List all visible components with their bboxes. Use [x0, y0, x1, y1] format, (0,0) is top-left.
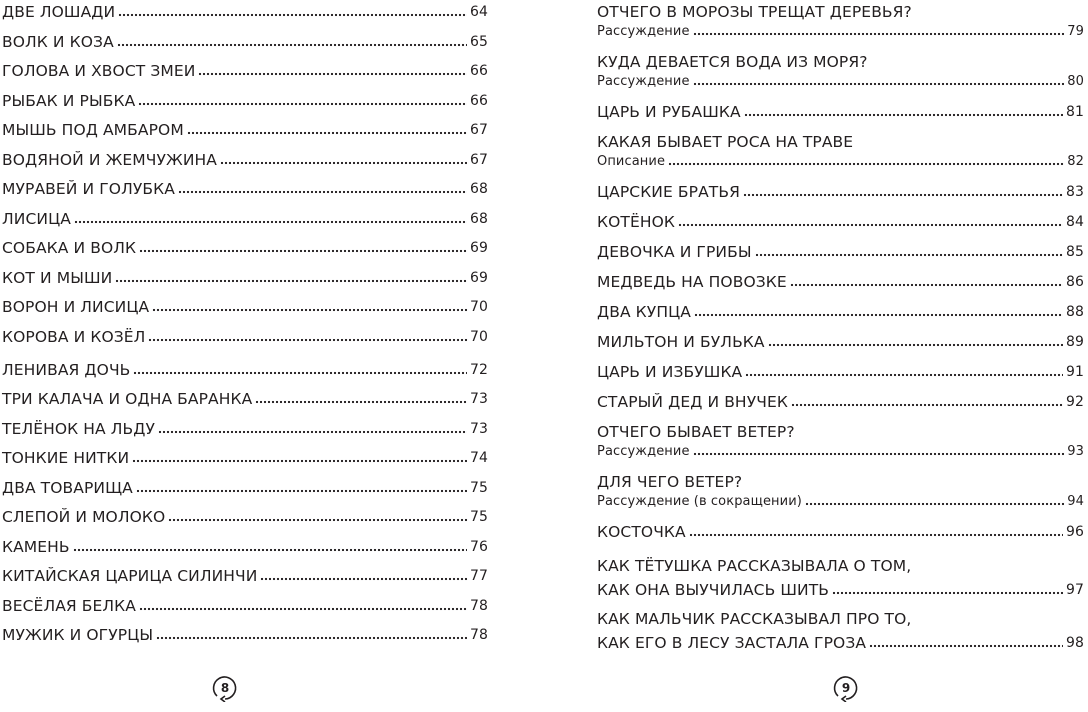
- toc-entry: [597, 53, 1084, 89]
- toc-title: ВОДЯНОЙ И ЖЕМЧУЖИНА: [2, 151, 217, 169]
- toc-entry: [2, 508, 488, 526]
- toc-page-number: 85: [1065, 244, 1084, 260]
- toc-title: ВОРОН И ЛИСИЦА: [2, 298, 150, 316]
- toc-page-number: 76: [469, 539, 488, 555]
- toc-entry: [2, 180, 488, 198]
- toc-line: [597, 557, 1084, 575]
- toc-title: СОБАКА И ВОЛК: [2, 239, 137, 257]
- dot-leader: [152, 308, 467, 312]
- toc-line: [597, 494, 1084, 509]
- toc-line: [597, 53, 1084, 71]
- toc-page-number: 81: [1065, 104, 1084, 120]
- toc-title: ВОЛК И КОЗА: [2, 33, 114, 51]
- dot-leader: [139, 249, 467, 253]
- dot-leader: [744, 113, 1063, 117]
- toc-title: КОТ И МЫШИ: [2, 269, 113, 287]
- toc-title: МУРАВЕЙ И ГОЛУБКА: [2, 180, 175, 198]
- toc-title: КИТАЙСКАЯ ЦАРИЦА СИЛИНЧИ: [2, 567, 258, 585]
- toc-page-number: 89: [1065, 334, 1084, 350]
- toc-entry: [597, 363, 1084, 381]
- toc-line: [597, 3, 1084, 21]
- dot-leader: [156, 636, 467, 640]
- dot-leader: [178, 190, 467, 194]
- dot-leader: [668, 162, 1064, 166]
- toc-page-number: 65: [469, 34, 488, 50]
- dot-leader: [260, 577, 467, 581]
- dot-leader: [678, 223, 1063, 227]
- toc-entry: [2, 239, 488, 257]
- toc-line: [597, 473, 1084, 491]
- toc-line: [2, 361, 488, 379]
- page-number-left-text: 8: [220, 681, 230, 695]
- toc-line: [2, 3, 488, 21]
- toc-subtitle: Описание: [597, 154, 666, 169]
- toc-title: РЫБАК И РЫБКА: [2, 92, 136, 110]
- toc-page-number: 69: [469, 270, 488, 286]
- toc-page-number: 66: [469, 63, 488, 79]
- toc-entry: [597, 103, 1084, 121]
- dot-leader: [805, 502, 1064, 506]
- toc-entry: [2, 626, 488, 644]
- toc-subtitle: Рассуждение: [597, 24, 690, 39]
- toc-title: КАК МАЛЬЧИК РАССКАЗЫВАЛ ПРО ТО,: [597, 610, 912, 628]
- toc-title: КАМЕНЬ: [2, 538, 70, 556]
- toc-line: [597, 154, 1084, 169]
- toc-line: [597, 243, 1084, 261]
- toc-title: КОРОВА И КОЗЁЛ: [2, 328, 146, 346]
- toc-title: КОСТОЧКА: [597, 523, 686, 541]
- dot-leader: [869, 644, 1063, 648]
- dot-leader: [73, 548, 467, 552]
- dot-leader: [136, 489, 467, 493]
- dot-leader: [139, 607, 467, 611]
- toc-line: [597, 610, 1084, 628]
- toc-page-number: 64: [469, 4, 488, 20]
- toc-entry: [2, 328, 488, 346]
- toc-entry: [2, 597, 488, 615]
- dot-leader: [187, 131, 467, 135]
- dot-leader: [220, 161, 467, 165]
- toc-subtitle: Рассуждение (в сокращении): [597, 494, 802, 509]
- toc-title: СЛЕПОЙ И МОЛОКО: [2, 508, 166, 526]
- dot-leader: [133, 371, 467, 375]
- toc-title: КОТЁНОК: [597, 213, 676, 231]
- dot-leader: [118, 13, 467, 17]
- toc-entry: [597, 557, 1084, 599]
- dot-leader: [693, 32, 1065, 36]
- toc-entry: [597, 423, 1084, 459]
- dot-leader: [74, 220, 467, 224]
- toc-page-number: 68: [469, 211, 488, 227]
- page-number-left: [211, 674, 239, 702]
- toc-entry: [2, 3, 488, 21]
- dot-leader: [693, 452, 1065, 456]
- toc-line: [2, 567, 488, 585]
- toc-entry: [597, 523, 1084, 541]
- toc-title: МИЛЬТОН И БУЛЬКА: [597, 333, 765, 351]
- toc-entry: [2, 298, 488, 316]
- toc-title: ОТЧЕГО БЫВАЕТ ВЕТЕР?: [597, 423, 795, 441]
- toc-page-number: 68: [469, 181, 488, 197]
- toc-title: ЛИСИЦА: [2, 210, 71, 228]
- toc-title: СТАРЫЙ ДЕД И ВНУЧЕК: [597, 393, 788, 411]
- dot-leader: [790, 283, 1063, 287]
- toc-entry: [2, 62, 488, 80]
- toc-title: ДЕВОЧКА И ГРИБЫ: [597, 243, 752, 261]
- toc-title: МЕДВЕДЬ НА ПОВОЗКЕ: [597, 273, 787, 291]
- toc-line: [2, 210, 488, 228]
- dot-leader: [168, 518, 467, 522]
- toc-title: ОТЧЕГО В МОРОЗЫ ТРЕЩАТ ДЕРЕВЬЯ?: [597, 3, 912, 21]
- toc-line: [597, 303, 1084, 321]
- toc-page-number: 72: [469, 362, 488, 378]
- toc-entry: [597, 333, 1084, 351]
- toc-title-continued: КАК ЕГО В ЛЕСУ ЗАСТАЛА ГРОЗА: [597, 634, 867, 652]
- toc-line: [597, 103, 1084, 121]
- toc-entry: [2, 151, 488, 169]
- toc-title: МЫШЬ ПОД АМБАРОМ: [2, 121, 184, 139]
- toc-title: МУЖИК И ОГУРЦЫ: [2, 626, 154, 644]
- toc-entry: [597, 610, 1084, 652]
- toc-entry: [2, 390, 488, 408]
- toc-entry: [597, 243, 1084, 261]
- toc-line: [597, 393, 1084, 411]
- toc-line: [2, 449, 488, 467]
- page-number-right-text: 9: [841, 681, 851, 695]
- toc-entry: [597, 133, 1084, 169]
- toc-page-number: 67: [469, 122, 488, 138]
- dot-leader: [791, 403, 1063, 407]
- toc-page-number: 74: [469, 450, 488, 466]
- toc-entry: [2, 33, 488, 51]
- toc-line: [2, 151, 488, 169]
- page-number-right: [832, 674, 860, 702]
- dot-leader: [158, 430, 467, 434]
- dot-leader: [768, 343, 1063, 347]
- toc-entry: [597, 183, 1084, 201]
- toc-entry: [597, 273, 1084, 291]
- toc-page-number: 83: [1065, 184, 1084, 200]
- toc-line: [597, 634, 1084, 652]
- toc-line: [2, 62, 488, 80]
- toc-title: ТРИ КАЛАЧА И ОДНА БАРАНКА: [2, 390, 253, 408]
- toc-line: [2, 538, 488, 556]
- toc-page-number: 88: [1065, 304, 1084, 320]
- toc-line: [2, 328, 488, 346]
- toc-title: ГОЛОВА И ХВОСТ ЗМЕИ: [2, 62, 196, 80]
- toc-line: [597, 581, 1084, 599]
- toc-title: ТОНКИЕ НИТКИ: [2, 449, 130, 467]
- toc-title: КУДА ДЕВАЕТСЯ ВОДА ИЗ МОРЯ?: [597, 53, 868, 71]
- toc-line: [2, 180, 488, 198]
- toc-page-number: 96: [1065, 524, 1084, 540]
- toc-line: [597, 273, 1084, 291]
- dot-leader: [115, 279, 467, 283]
- toc-entry: [597, 303, 1084, 321]
- toc-line: [597, 423, 1084, 441]
- toc-line: [597, 74, 1084, 89]
- dot-leader: [148, 338, 467, 342]
- dot-leader: [743, 193, 1063, 197]
- toc-page-number: 98: [1065, 635, 1084, 651]
- toc-entry: [2, 420, 488, 438]
- dot-leader: [693, 82, 1065, 86]
- toc-line: [2, 121, 488, 139]
- toc-entry: [2, 449, 488, 467]
- toc-title: КАКАЯ БЫВАЕТ РОСА НА ТРАВЕ: [597, 133, 854, 151]
- toc-line: [2, 479, 488, 497]
- toc-title: ЦАРЬ И РУБАШКА: [597, 103, 741, 121]
- toc-title: ДВА КУПЦА: [597, 303, 691, 321]
- dot-leader: [745, 373, 1063, 377]
- toc-entry: [2, 92, 488, 110]
- toc-page-number: 67: [469, 152, 488, 168]
- toc-line: [597, 363, 1084, 381]
- toc-entry: [2, 479, 488, 497]
- toc-line: [2, 390, 488, 408]
- toc-entry: [597, 393, 1084, 411]
- dot-leader: [132, 459, 467, 463]
- dot-leader: [694, 313, 1063, 317]
- toc-page-number: 79: [1067, 24, 1084, 39]
- toc-page-number: 70: [469, 329, 488, 345]
- toc-title: КАК ТЁТУШКА РАССКАЗЫВАЛА О ТОМ,: [597, 557, 912, 575]
- toc-page-number: 77: [469, 568, 488, 584]
- dot-leader: [689, 533, 1063, 537]
- toc-page-number: 91: [1065, 364, 1084, 380]
- toc-line: [2, 269, 488, 287]
- toc-entry: [2, 361, 488, 379]
- toc-title: ЛЕНИВАЯ ДОЧЬ: [2, 361, 131, 379]
- toc-title: ДЛЯ ЧЕГО ВЕТЕР?: [597, 473, 743, 491]
- toc-page-number: 75: [469, 480, 488, 496]
- toc-line: [597, 523, 1084, 541]
- toc-title: ДВЕ ЛОШАДИ: [2, 3, 116, 21]
- toc-entry: [2, 538, 488, 556]
- toc-page-number: 80: [1067, 74, 1084, 89]
- toc-line: [597, 24, 1084, 39]
- toc-subtitle: Рассуждение: [597, 74, 690, 89]
- toc-line: [2, 508, 488, 526]
- toc-line: [2, 420, 488, 438]
- toc-page-number: 97: [1065, 582, 1084, 598]
- toc-line: [597, 133, 1084, 151]
- toc-page-number: 75: [469, 509, 488, 525]
- toc-page-number: 86: [1065, 274, 1084, 290]
- dot-leader: [832, 591, 1063, 595]
- toc-title: ЦАРЬ И ИЗБУШКА: [597, 363, 743, 381]
- dot-leader: [117, 43, 467, 47]
- toc-entry: [2, 121, 488, 139]
- toc-entry: [2, 567, 488, 585]
- toc-entry: [2, 269, 488, 287]
- toc-line: [2, 298, 488, 316]
- toc-line: [597, 333, 1084, 351]
- toc-subtitle: Рассуждение: [597, 444, 690, 459]
- toc-title: ВЕСЁЛАЯ БЕЛКА: [2, 597, 136, 615]
- toc-page-number: 78: [469, 627, 488, 643]
- toc-entry: [597, 473, 1084, 509]
- toc-title-continued: КАК ОНА ВЫУЧИЛАСЬ ШИТЬ: [597, 581, 830, 599]
- toc-line: [597, 213, 1084, 231]
- dot-leader: [255, 400, 467, 404]
- dot-leader: [755, 253, 1063, 257]
- toc-title: ЦАРСКИЕ БРАТЬЯ: [597, 183, 740, 201]
- dot-leader: [198, 72, 467, 76]
- toc-line: [2, 33, 488, 51]
- toc-page-number: 73: [469, 421, 488, 437]
- toc-entry: [597, 3, 1084, 39]
- toc-line: [2, 239, 488, 257]
- toc-page-number: 92: [1065, 394, 1084, 410]
- toc-page-number: 84: [1065, 214, 1084, 230]
- toc-page-number: 66: [469, 93, 488, 109]
- toc-entry: [597, 213, 1084, 231]
- toc-line: [597, 444, 1084, 459]
- toc-title: ТЕЛЁНОК НА ЛЬДУ: [2, 420, 156, 438]
- toc-line: [2, 597, 488, 615]
- toc-page-number: 70: [469, 299, 488, 315]
- toc-page-number: 93: [1067, 444, 1084, 459]
- toc-page-number: 69: [469, 240, 488, 256]
- toc-page-number: 82: [1067, 154, 1084, 169]
- toc-line: [2, 92, 488, 110]
- toc-entry: [2, 210, 488, 228]
- toc-page-number: 73: [469, 391, 488, 407]
- dot-leader: [138, 102, 467, 106]
- toc-line: [597, 183, 1084, 201]
- toc-page-number: 94: [1067, 494, 1084, 509]
- toc-line: [2, 626, 488, 644]
- toc-title: ДВА ТОВАРИЩА: [2, 479, 133, 497]
- toc-page-number: 78: [469, 598, 488, 614]
